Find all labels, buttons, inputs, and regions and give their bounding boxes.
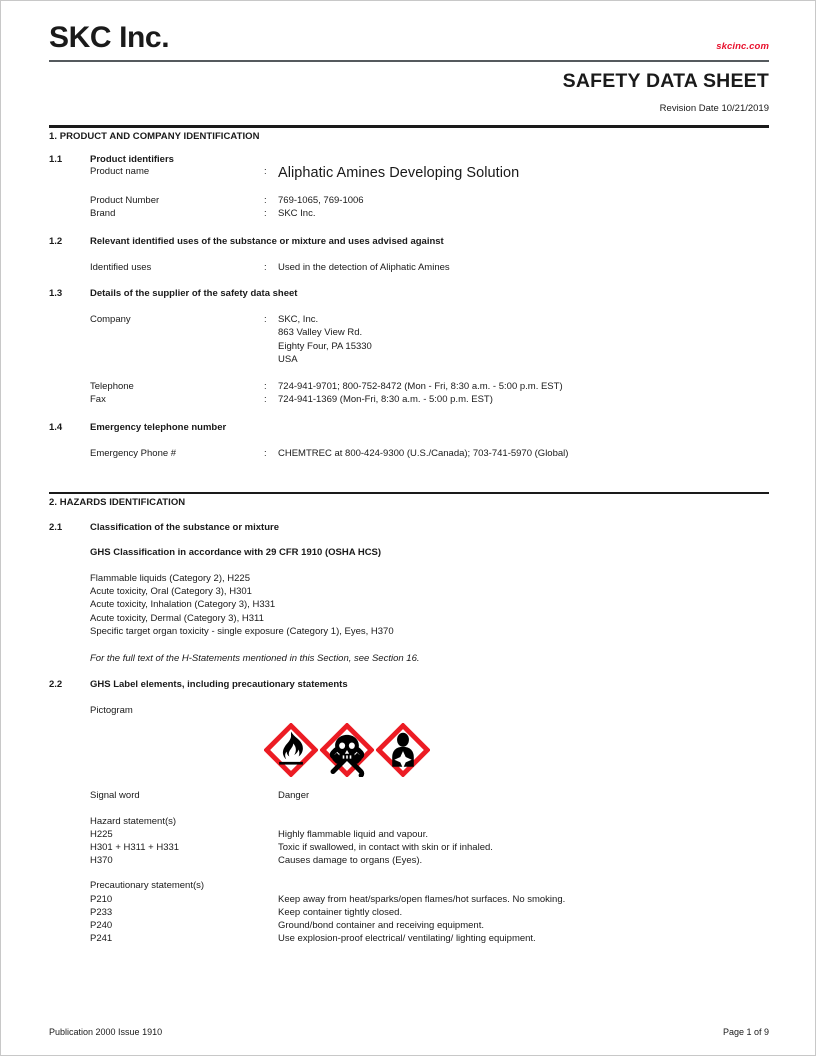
hazard-text: Toxic if swallowed, in contact with skin or if inhaled.: [278, 842, 493, 854]
telephone-label: Telephone: [90, 380, 134, 392]
precautionary-statement-row: [49, 919, 769, 932]
section-2-header: [49, 492, 769, 509]
header-divider: [49, 60, 769, 62]
product-number-label: Product Number: [90, 194, 160, 206]
product-name-row: [49, 165, 769, 182]
brand-label: Brand: [90, 207, 116, 219]
signal-word-value: Danger: [278, 790, 310, 802]
subsection-number: 1.3: [49, 288, 63, 300]
colon: :: [264, 394, 267, 406]
ghs-flame-icon: [264, 723, 318, 777]
precautionary-code: P233: [90, 906, 113, 918]
colon: :: [264, 194, 267, 206]
hazard-code: H225: [90, 828, 113, 840]
hazard-text: Causes damage to organs (Eyes).: [278, 855, 423, 867]
colon: :: [264, 207, 267, 219]
publication-info: Publication 2000 Issue 1910: [49, 1027, 163, 1037]
company-line-4: USA: [278, 353, 298, 365]
precautionary-text: Keep away from heat/sparks/open flames/hot surfaces. No smoking.: [278, 893, 566, 905]
section-1-header: [49, 125, 769, 142]
subsection-1-1: [49, 154, 769, 165]
subsection-heading: Product identifiers: [90, 153, 174, 165]
hazard-code: H370: [90, 855, 113, 867]
colon: :: [264, 314, 267, 326]
company-label: Company: [90, 314, 131, 326]
section-1-title: 1. PRODUCT AND COMPANY IDENTIFICATION: [49, 130, 260, 142]
subsection-1-4: [49, 422, 769, 433]
precautionary-code: P210: [90, 893, 113, 905]
subsection-number: 2.1: [49, 522, 63, 534]
subsection-1-2: [49, 236, 769, 247]
brand-row: [49, 207, 769, 220]
hazard-code: H301 + H311 + H331: [90, 842, 180, 854]
precautionary-text: Use explosion-proof electrical/ ventilating/ lighting equipment.: [278, 933, 536, 945]
ghs-health-hazard-icon: [376, 723, 430, 777]
identified-uses-value: Used in the detection of Aliphatic Amines: [278, 261, 450, 273]
brand-value: SKC Inc.: [278, 207, 316, 219]
classification-item: Acute toxicity, Oral (Category 3), H301: [90, 586, 252, 598]
subsection-heading: Classification of the substance or mixture: [90, 522, 279, 534]
subsection-heading: Emergency telephone number: [90, 422, 227, 434]
page-title: SAFETY DATA SHEET: [562, 70, 769, 92]
identified-uses-label: Identified uses: [90, 261, 152, 273]
classification-item: Specific target organ toxicity - single exposure (Category 1), Eyes, H370: [90, 625, 394, 637]
subsection-number: 1.4: [49, 422, 63, 434]
hazard-text: Highly flammable liquid and vapour.: [278, 828, 428, 840]
emergency-phone-value: CHEMTREC at 800-424-9300 (U.S./Canada); 703-741-5970 (Global): [278, 448, 569, 460]
product-number-row: [49, 194, 769, 207]
signal-word-row: [49, 789, 769, 802]
product-name-value: Aliphatic Amines Developing Solution: [278, 164, 520, 181]
section-2-title: 2. HAZARDS IDENTIFICATION: [49, 497, 186, 509]
hazard-statement-row: [49, 841, 769, 854]
h-statement-footnote: For the full text of the H-Statements mentioned in this Section, see Section 16.: [90, 653, 420, 665]
revision-date: Revision Date 10/21/2019: [659, 103, 769, 114]
precautionary-statement-row: [49, 893, 769, 906]
subsection-1-3: [49, 288, 769, 299]
identified-uses-row: [49, 261, 769, 274]
ghs-skull-crossbones-icon: [320, 723, 374, 777]
telephone-row: [49, 380, 769, 393]
document-header: [49, 21, 769, 59]
colon: :: [264, 165, 267, 177]
classification-item: Flammable liquids (Category 2), H225: [90, 573, 250, 585]
product-name-label: Product name: [90, 165, 150, 177]
company-line-3: Eighty Four, PA 15330: [278, 340, 372, 352]
colon: :: [264, 380, 267, 392]
company-logo: SKC Inc.: [49, 21, 170, 54]
telephone-value: 724-941-9701; 800-752-8472 (Mon - Fri, 8:30 a.m. - 5:00 p.m. EST): [278, 380, 563, 392]
precautionary-code: P241: [90, 933, 113, 945]
subsection-heading: Details of the supplier of the safety data sheet: [90, 288, 298, 300]
precautionary-statement-row: [49, 932, 769, 945]
subsection-number: 1.2: [49, 235, 63, 247]
subsection-2-1: [49, 522, 769, 533]
company-line-2: 863 Valley View Rd.: [278, 327, 363, 339]
precautionary-text: Keep container tightly closed.: [278, 906, 403, 918]
fax-value: 724-941-1369 (Mon-Fri, 8:30 a.m. - 5:00 p.m. EST): [278, 394, 493, 406]
page-number: Page 1 of 9: [722, 1027, 769, 1037]
hazard-statements-label: Hazard statement(s): [90, 815, 177, 827]
pictogram-group: [264, 723, 769, 777]
classification-item: Acute toxicity, Inhalation (Category 3), H331: [90, 599, 276, 611]
subsection-2-2: [49, 679, 769, 690]
emergency-phone-label: Emergency Phone #: [90, 448, 177, 460]
website-link[interactable]: skcinc.com: [716, 41, 769, 52]
fax-label: Fax: [90, 394, 106, 406]
hazard-statement-row: [49, 828, 769, 841]
signal-word-label: Signal word: [90, 790, 140, 802]
document-body: [49, 1, 769, 945]
subsection-heading: Relevant identified uses of the substance or mixture and uses advised against: [90, 235, 444, 247]
emergency-phone-row: [49, 447, 769, 460]
ghs-classification-subheading: GHS Classification in accordance with 29 CFR 1910 (OSHA HCS): [90, 547, 382, 559]
precautionary-code: P240: [90, 920, 113, 932]
colon: :: [264, 448, 267, 460]
subsection-heading: GHS Label elements, including precautionary statements: [90, 679, 348, 691]
precautionary-statement-row: [49, 906, 769, 919]
classification-item: Acute toxicity, Dermal (Category 3), H311: [90, 612, 264, 624]
product-number-value: 769-1065, 769-1006: [278, 194, 364, 206]
subsection-number: 1.1: [49, 153, 63, 165]
company-row: [49, 313, 769, 326]
colon: :: [264, 261, 267, 273]
pictogram-label: Pictogram: [90, 705, 133, 717]
precautionary-statements-label: Precautionary statement(s): [90, 880, 205, 892]
precautionary-text: Ground/bond container and receiving equipment.: [278, 920, 484, 932]
fax-row: [49, 393, 769, 406]
hazard-statement-row: [49, 854, 769, 867]
company-line-1: SKC, Inc.: [278, 314, 319, 326]
subsection-number: 2.2: [49, 679, 63, 691]
